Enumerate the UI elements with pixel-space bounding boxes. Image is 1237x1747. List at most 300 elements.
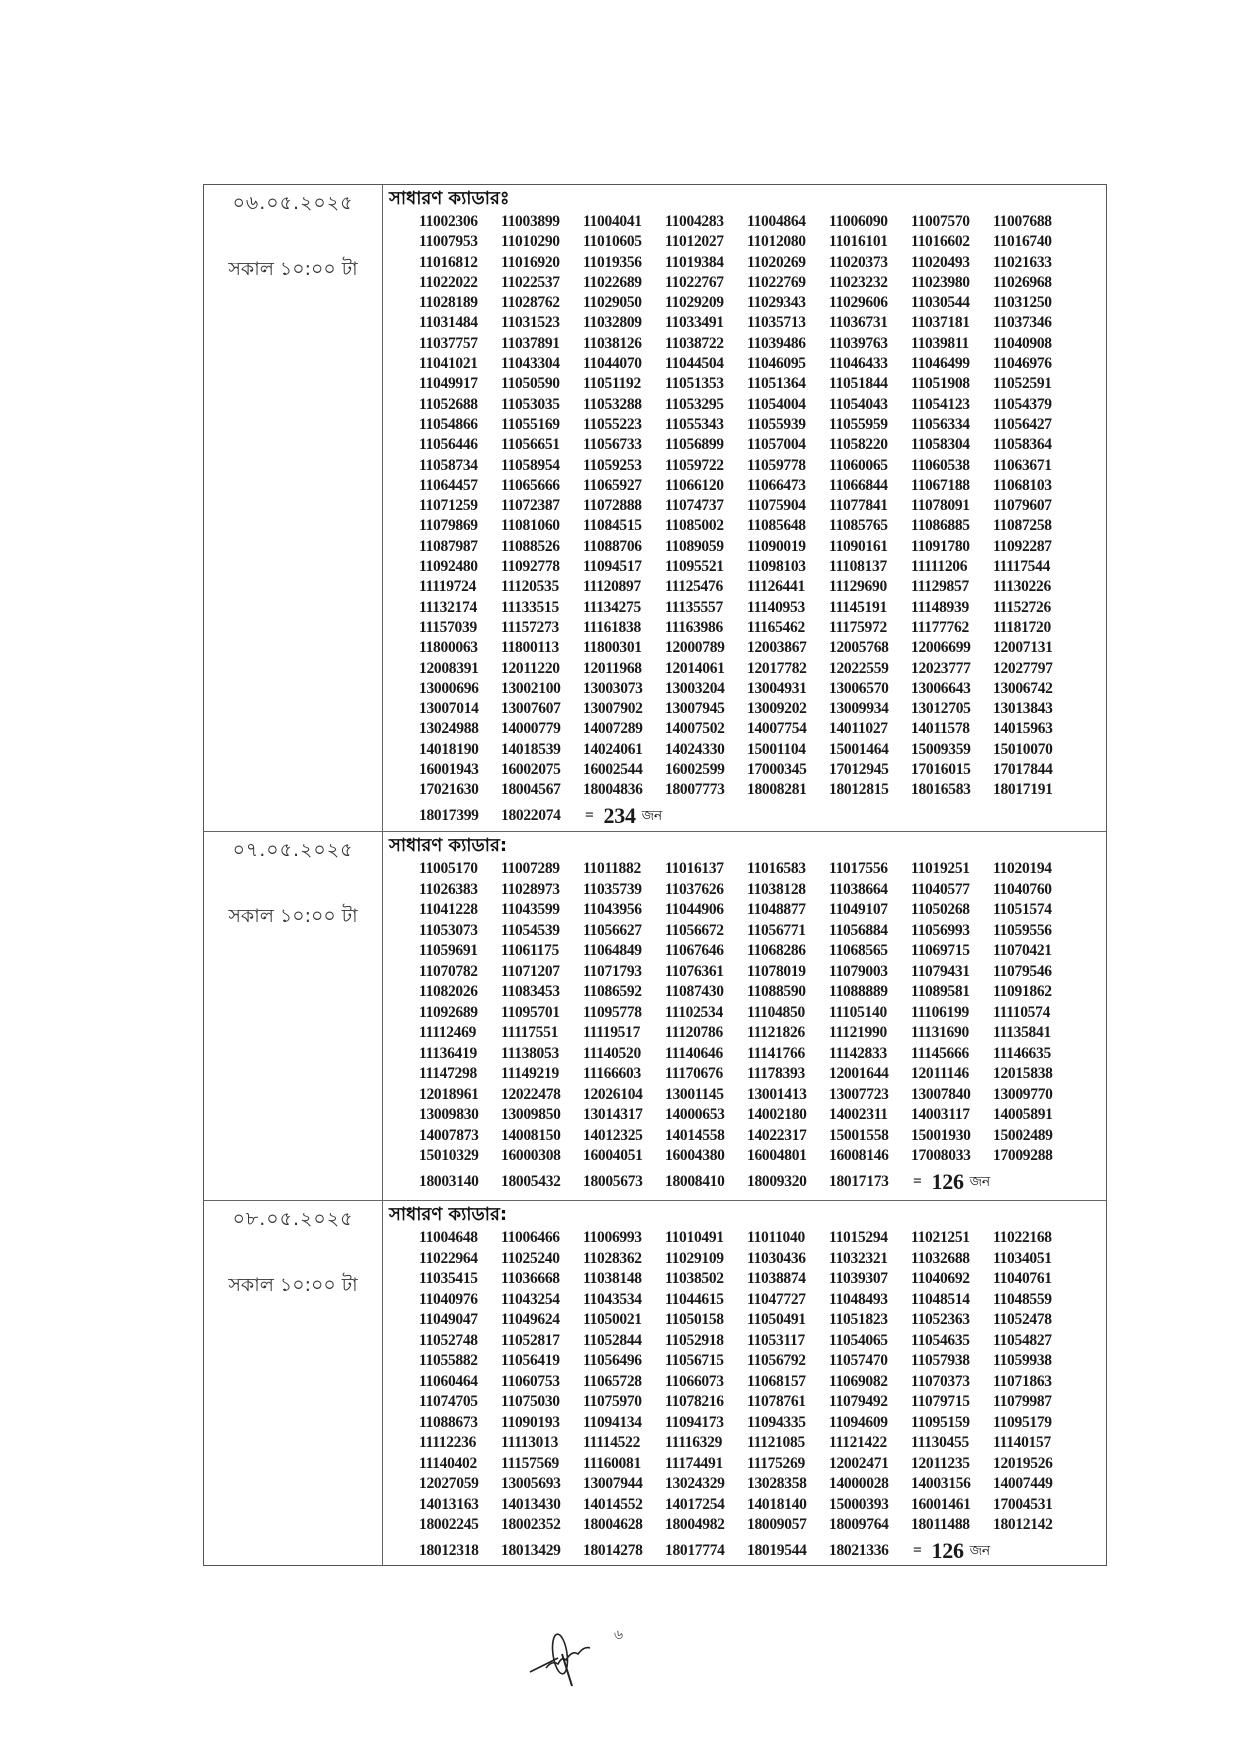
roll-number-grid: [419, 212, 1106, 828]
roll-number: 11028362: [583, 1249, 642, 1267]
roll-row: [419, 982, 1106, 1003]
roll-number: 11029109: [665, 1249, 724, 1267]
roll-number: 12006699: [911, 639, 971, 657]
roll-number: 11044615: [665, 1290, 724, 1308]
roll-number: 11050268: [911, 901, 970, 918]
roll-number: 11104850: [747, 1003, 805, 1021]
roll-number: 11053035: [501, 395, 560, 413]
roll-number: 18005673: [583, 1172, 643, 1190]
roll-number: 11049107: [829, 901, 888, 918]
roll-number: 11040908: [993, 334, 1052, 352]
roll-number: 11056427: [993, 415, 1052, 433]
roll-row: [419, 699, 1106, 719]
roll-number: 17009288: [993, 1147, 1053, 1164]
roll-number: 12001644: [829, 1065, 889, 1082]
exam-time: সকাল ১০:০০ টা: [228, 1274, 358, 1296]
roll-number: 11084515: [583, 517, 642, 535]
roll-number: 11071863: [993, 1372, 1052, 1390]
roll-number: 11086885: [911, 517, 970, 535]
roll-number: 11025240: [501, 1249, 560, 1267]
roll-number: 13009830: [419, 1106, 479, 1123]
roll-number: 11175269: [747, 1454, 805, 1472]
roll-number: 11046499: [911, 355, 970, 373]
roll-number: 14014558: [665, 1126, 725, 1144]
roll-number: 11081060: [501, 517, 560, 535]
roll-number: 11090193: [501, 1413, 560, 1431]
roll-number: 18004982: [665, 1516, 725, 1533]
roll-number: 11031523: [501, 314, 560, 332]
date-time-cell: [204, 1201, 383, 1565]
roll-number: 18017399: [419, 806, 479, 824]
roll-row: [419, 232, 1106, 252]
exam-time: সকাল ১০:০০ টা: [228, 258, 358, 280]
roll-number: 11053295: [665, 395, 724, 413]
roll-row: [419, 900, 1106, 921]
roll-row: [419, 537, 1106, 557]
roll-number: 11028762: [501, 294, 560, 312]
roll-number: 11129690: [829, 578, 887, 596]
roll-number: 11056334: [911, 415, 970, 433]
roll-number: 13006570: [829, 679, 889, 697]
roll-number: 11048559: [993, 1290, 1052, 1308]
roll-row: [419, 859, 1106, 880]
roll-number: 11051192: [583, 375, 641, 393]
roll-number: 11052918: [665, 1331, 724, 1349]
roll-number: 12027797: [993, 659, 1053, 677]
exam-schedule-table: [203, 184, 1107, 1566]
roll-number: 11132174: [419, 598, 477, 616]
roll-number: 11043304: [501, 355, 560, 373]
roll-number: 11036731: [829, 314, 888, 332]
roll-number: 11079431: [911, 962, 970, 980]
roll-number: 11065666: [501, 476, 560, 494]
roll-number: 11076361: [665, 962, 724, 980]
schedule-section: [204, 832, 1106, 1201]
roll-number: 11095179: [993, 1413, 1052, 1431]
page-number: ৬: [614, 1627, 624, 1643]
roll-number: 11148939: [911, 598, 969, 616]
roll-row-total: [419, 1539, 1106, 1563]
roll-number: 11063671: [993, 456, 1052, 474]
roll-row: [419, 1023, 1106, 1044]
roll-number: 11163986: [665, 618, 723, 636]
roll-number: 11079546: [993, 962, 1052, 980]
roll-row: [419, 598, 1106, 618]
roll-number: 18002352: [501, 1516, 561, 1533]
roll-number: 11068103: [993, 476, 1052, 494]
schedule-section: [204, 185, 1106, 832]
cadre-heading: সাধারণ ক্যাডার:: [389, 1204, 508, 1225]
roll-number: 11054379: [993, 395, 1052, 413]
roll-number: 11071793: [583, 962, 642, 980]
roll-number: 18004836: [583, 781, 643, 799]
roll-row: [419, 1474, 1106, 1495]
roll-number: 18009764: [829, 1516, 889, 1533]
roll-number: 12023777: [911, 659, 971, 677]
roll-number: 11029606: [829, 294, 888, 312]
roll-number: 11040976: [419, 1290, 478, 1308]
roll-list-cell: [383, 1201, 1106, 1565]
roll-number: 11119724: [419, 578, 477, 596]
roll-number: 11083453: [501, 983, 560, 1000]
roll-number: 16002544: [583, 761, 643, 779]
roll-number: 11049917: [419, 375, 478, 393]
roll-number: 11166603: [583, 1065, 641, 1082]
roll-number: 11026383: [419, 880, 478, 898]
roll-list-cell: [383, 832, 1106, 1200]
roll-number: 11037757: [419, 334, 478, 352]
roll-number: 11069715: [911, 942, 970, 959]
roll-number: 14007873: [419, 1126, 479, 1144]
roll-number: 11061175: [501, 942, 559, 959]
roll-number: 11140402: [419, 1454, 477, 1472]
roll-number: 11157569: [501, 1454, 559, 1472]
roll-row: [419, 740, 1106, 760]
roll-row: [419, 1515, 1106, 1536]
roll-row: [419, 1228, 1106, 1249]
roll-number: 11054043: [829, 395, 888, 413]
roll-number: 11059722: [665, 456, 724, 474]
exam-date: ০৭.০৫.২০২৫: [232, 839, 354, 861]
roll-number: 11079492: [829, 1393, 888, 1410]
roll-number: 11054004: [747, 395, 806, 413]
roll-row: [419, 313, 1106, 333]
roll-number: 11152726: [993, 598, 1051, 616]
roll-number: 11095159: [911, 1413, 970, 1431]
equals-sign: =: [913, 1541, 922, 1559]
roll-number: 14011027: [829, 720, 888, 738]
roll-number: 11140520: [583, 1044, 641, 1062]
roll-number: 11020194: [993, 860, 1052, 877]
roll-number: 12017782: [747, 659, 807, 677]
roll-number: 11077841: [829, 497, 888, 515]
roll-number: 18012142: [993, 1516, 1053, 1533]
schedule-section: [204, 1201, 1106, 1565]
roll-number: 12011235: [911, 1454, 970, 1472]
roll-number: 11007688: [993, 213, 1052, 230]
roll-number: 11117544: [993, 558, 1051, 576]
roll-number: 18011488: [911, 1516, 970, 1533]
roll-number: 11140953: [747, 598, 805, 616]
roll-number: 11016602: [911, 233, 970, 251]
roll-number: 11037346: [993, 314, 1052, 332]
cadre-heading: সাধারণ ক্যাডারঃ: [389, 188, 510, 209]
roll-number: 11004864: [747, 213, 806, 230]
roll-number: 11017556: [829, 860, 888, 877]
roll-number: 11032688: [911, 1249, 970, 1267]
roll-number: 11011040: [747, 1229, 805, 1246]
roll-number: 13002100: [501, 679, 561, 697]
roll-number: 17012945: [829, 761, 889, 779]
roll-number: 11046095: [747, 355, 806, 373]
roll-row: [419, 962, 1106, 983]
roll-number: 11038126: [583, 334, 642, 352]
roll-number: 11129857: [911, 578, 969, 596]
roll-number: 11046433: [829, 355, 888, 373]
roll-number: 11060538: [911, 456, 970, 474]
roll-number: 18009057: [747, 1516, 807, 1533]
roll-row: [419, 1433, 1106, 1454]
roll-number: 11058364: [993, 436, 1052, 454]
roll-number: 11165462: [747, 618, 805, 636]
roll-number: 16001461: [911, 1495, 971, 1513]
roll-number: 11054635: [911, 1331, 970, 1349]
roll-number: 11121422: [829, 1434, 887, 1451]
roll-number: 11119517: [583, 1024, 641, 1041]
roll-number: 11071259: [419, 497, 478, 515]
roll-number: 18012318: [419, 1541, 479, 1559]
roll-number: 11075030: [501, 1393, 560, 1410]
roll-number: 11033491: [665, 314, 724, 332]
roll-number: 11130455: [911, 1434, 969, 1451]
roll-number: 17017844: [993, 761, 1053, 779]
roll-number: 11003899: [501, 213, 560, 230]
roll-row: [419, 374, 1106, 394]
roll-number: 14002311: [829, 1106, 888, 1123]
roll-number: 11055169: [501, 415, 560, 433]
roll-number: 15002489: [993, 1126, 1053, 1144]
roll-number: 11056771: [747, 921, 806, 939]
roll-number: 12008391: [419, 659, 479, 677]
roll-number: 11146635: [993, 1044, 1051, 1062]
roll-number: 11007570: [911, 213, 970, 230]
roll-row: [419, 476, 1106, 496]
roll-number: 15001104: [747, 740, 806, 758]
roll-number: 18019544: [747, 1541, 807, 1559]
roll-row: [419, 1249, 1106, 1270]
roll-number: 15010070: [993, 740, 1053, 758]
roll-number: 14003156: [911, 1475, 971, 1492]
roll-number: 14007289: [583, 720, 643, 738]
roll-number: 11074737: [665, 497, 724, 515]
roll-row: [419, 1290, 1106, 1311]
roll-number: 18013429: [501, 1541, 561, 1559]
roll-number: 16002075: [501, 761, 561, 779]
roll-number: 11052363: [911, 1311, 970, 1328]
roll-number: 11052478: [993, 1311, 1052, 1328]
roll-number: 12007131: [993, 639, 1053, 657]
roll-number: 11055343: [665, 415, 724, 433]
roll-number: 11056792: [747, 1352, 806, 1369]
roll-number: 11058220: [829, 436, 888, 454]
roll-number: 11067188: [911, 476, 970, 494]
roll-number: 11066844: [829, 476, 888, 494]
roll-number: 11072387: [501, 497, 560, 515]
roll-number: 11066120: [665, 476, 724, 494]
roll-number: 11094335: [747, 1413, 806, 1431]
roll-number: 11012080: [747, 233, 806, 251]
roll-number: 11178393: [747, 1065, 805, 1082]
roll-row: [419, 1126, 1106, 1147]
roll-row: [419, 1105, 1106, 1126]
roll-number: 13014317: [583, 1106, 643, 1123]
roll-number: 11029209: [665, 294, 724, 312]
roll-number: 11002306: [419, 213, 478, 230]
roll-number: 18017191: [993, 781, 1053, 799]
roll-number: 11056627: [583, 921, 642, 939]
roll-number: 11020493: [911, 253, 970, 271]
roll-number: 11065728: [583, 1372, 642, 1390]
roll-number: 12003867: [747, 639, 807, 657]
roll-number: 14000653: [665, 1106, 725, 1123]
roll-number: 11029343: [747, 294, 806, 312]
roll-row: [419, 334, 1106, 354]
roll-number: 11091780: [911, 537, 970, 555]
roll-number: 11059691: [419, 942, 478, 959]
roll-number: 13007944: [583, 1475, 643, 1492]
roll-number: 11032321: [829, 1249, 888, 1267]
roll-number: 11157273: [501, 618, 559, 636]
exam-time: সকাল ১০:০০ টা: [228, 905, 358, 927]
roll-number: 16000308: [501, 1147, 561, 1164]
roll-number: 12011968: [583, 659, 642, 677]
roll-number: 11120535: [501, 578, 559, 596]
roll-number: 11057004: [747, 436, 806, 454]
roll-number: 11043956: [583, 901, 642, 918]
roll-number: 11092689: [419, 1003, 478, 1021]
roll-number: 11052844: [583, 1331, 642, 1349]
roll-number: 11006466: [501, 1229, 560, 1246]
roll-number: 11157039: [419, 618, 477, 636]
roll-number: 12018961: [419, 1085, 479, 1103]
roll-number: 11021251: [911, 1229, 970, 1246]
date-time-cell: [204, 185, 383, 831]
roll-number: 15001558: [829, 1126, 889, 1144]
roll-number: 11039307: [829, 1270, 888, 1287]
roll-number: 11095701: [501, 1003, 560, 1021]
roll-number: 11048877: [747, 901, 806, 918]
roll-row: [419, 1085, 1106, 1106]
roll-number: 15000393: [829, 1495, 889, 1513]
roll-number: 11053288: [583, 395, 642, 413]
roll-row: [419, 679, 1106, 699]
roll-number: 11121990: [829, 1024, 887, 1041]
roll-number: 11016740: [993, 233, 1052, 251]
roll-number: 11019356: [583, 253, 642, 271]
roll-number: 11049624: [501, 1311, 560, 1328]
roll-number: 11056672: [665, 921, 724, 939]
roll-number: 11095778: [583, 1003, 642, 1021]
roll-number: 11085648: [747, 517, 806, 535]
roll-number: 13024329: [665, 1475, 725, 1492]
roll-number: 11085765: [829, 517, 888, 535]
roll-row: [419, 273, 1106, 293]
roll-number: 11037626: [665, 880, 724, 898]
roll-number: 11056419: [501, 1352, 560, 1369]
roll-number: 11038664: [829, 880, 888, 898]
roll-number: 11006993: [583, 1229, 642, 1246]
roll-number: 14012325: [583, 1126, 643, 1144]
roll-number: 11105140: [829, 1003, 887, 1021]
roll-number: 12011220: [501, 659, 560, 677]
roll-number: 11067646: [665, 942, 724, 959]
roll-number: 11039811: [911, 334, 969, 352]
roll-row: [419, 1044, 1106, 1065]
roll-number: 11054065: [829, 1331, 888, 1349]
roll-number: 11060753: [501, 1372, 560, 1390]
roll-number: 12015838: [993, 1065, 1053, 1082]
roll-number: 13009202: [747, 700, 807, 718]
roll-number: 11049047: [419, 1311, 478, 1328]
roll-number: 13001413: [747, 1085, 807, 1103]
roll-row: [419, 618, 1106, 638]
roll-number: 11079715: [911, 1393, 970, 1410]
roll-number: 14000779: [501, 720, 561, 738]
roll-row: [419, 415, 1106, 435]
roll-number: 14018539: [501, 740, 561, 758]
roll-number: 14017254: [665, 1495, 725, 1513]
roll-number: 13007723: [829, 1085, 889, 1103]
roll-number: 11087258: [993, 517, 1052, 535]
candidate-total-unit: জন: [969, 1542, 990, 1559]
roll-number: 11090161: [829, 537, 888, 555]
roll-number: 12022559: [829, 659, 889, 677]
roll-number: 11078761: [747, 1393, 806, 1410]
roll-number: 18005432: [501, 1172, 561, 1190]
roll-number: 11091862: [993, 983, 1052, 1000]
roll-number: 11010605: [583, 233, 642, 251]
roll-number: 11070373: [911, 1372, 970, 1390]
roll-number: 11175972: [829, 618, 887, 636]
roll-number: 11055223: [583, 415, 642, 433]
roll-number: 11054539: [501, 921, 560, 939]
roll-number: 12011146: [911, 1065, 969, 1082]
roll-row: [419, 760, 1106, 780]
roll-number: 14013430: [501, 1495, 561, 1513]
roll-row: [419, 1269, 1106, 1290]
roll-number: 14005891: [993, 1106, 1053, 1123]
roll-number: 11075904: [747, 497, 806, 515]
roll-number: 11022964: [419, 1249, 478, 1267]
roll-number: 11048514: [911, 1290, 970, 1308]
roll-row: [419, 456, 1106, 476]
roll-number: 18016583: [911, 781, 971, 799]
roll-number: 14024330: [665, 740, 725, 758]
roll-number: 14007502: [665, 720, 725, 738]
roll-number: 11016920: [501, 253, 560, 271]
roll-row: [419, 212, 1106, 232]
roll-list-cell: [383, 185, 1106, 831]
roll-number: 11079987: [993, 1393, 1052, 1410]
roll-number: 11070782: [419, 962, 478, 980]
roll-number: 14014552: [583, 1495, 643, 1513]
roll-number: 11022769: [747, 273, 806, 291]
roll-number: 18012815: [829, 781, 889, 799]
roll-number: 11079607: [993, 497, 1052, 515]
roll-number: 11064457: [419, 476, 478, 494]
roll-number: 11079869: [419, 517, 478, 535]
exam-date: ০৬.০৫.২০২৫: [232, 192, 354, 214]
roll-number: 11120897: [583, 578, 641, 596]
candidate-total-unit: জন: [969, 1173, 990, 1190]
roll-number: 17021630: [419, 781, 479, 799]
roll-number: 11031250: [993, 294, 1052, 312]
roll-number: 11121085: [747, 1434, 805, 1451]
roll-number: 11020269: [747, 253, 806, 271]
roll-number: 11147298: [419, 1065, 477, 1082]
roll-number: 11110574: [993, 1003, 1051, 1021]
roll-number: 11032809: [583, 314, 642, 332]
roll-number: 11020373: [829, 253, 888, 271]
roll-number: 11079003: [829, 962, 888, 980]
roll-row: [419, 638, 1106, 658]
roll-number: 11044906: [665, 901, 724, 918]
roll-number: 11074705: [419, 1393, 478, 1410]
roll-number: 11160081: [583, 1454, 641, 1472]
roll-number: 11041021: [419, 355, 478, 373]
roll-number: 11036668: [501, 1270, 560, 1287]
roll-number: 14002180: [747, 1106, 807, 1123]
